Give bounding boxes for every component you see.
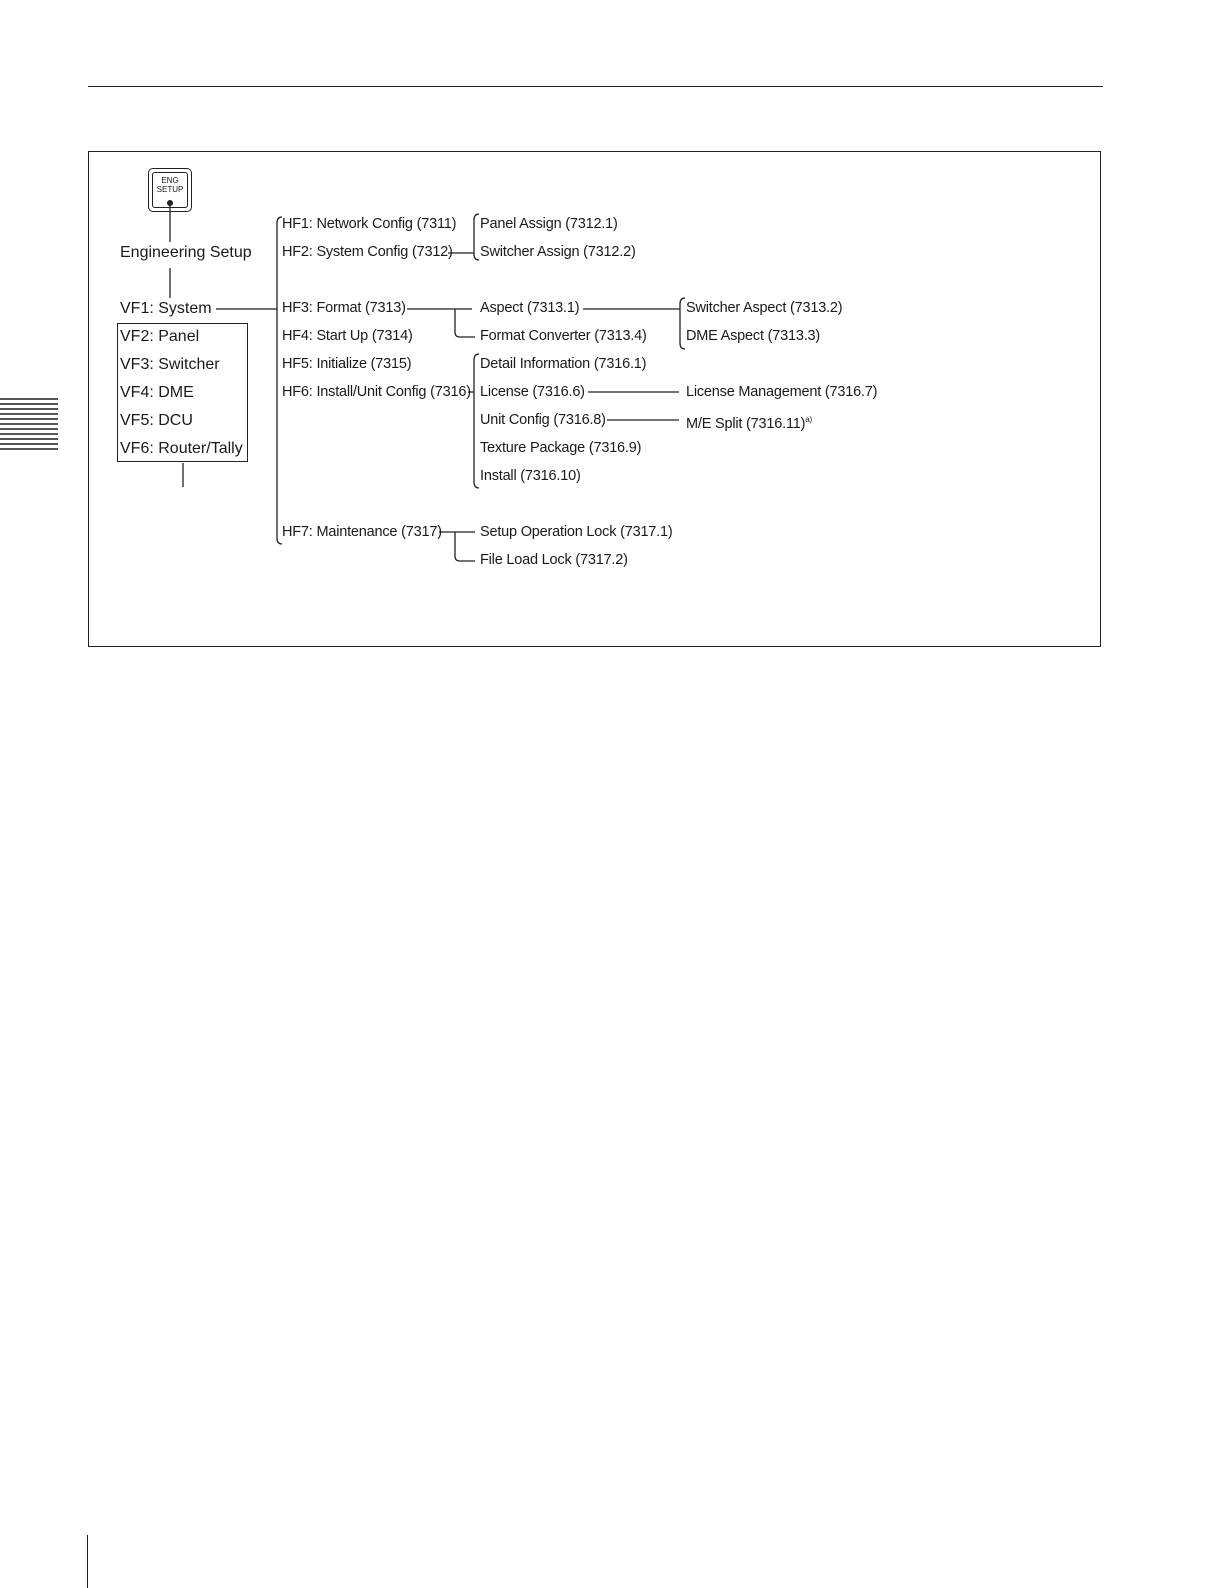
submenu-item: Aspect (7313.1): [480, 300, 580, 316]
vf-item: VF5: DCU: [120, 412, 193, 429]
hf-item: HF2: System Config (7312): [282, 244, 453, 260]
hf-item: HF3: Format (7313): [282, 300, 406, 316]
vf1-label: VF1: System: [120, 300, 212, 317]
key-line2: SETUP: [156, 185, 184, 194]
vf-item: VF3: Switcher: [120, 356, 220, 373]
vf-item: VF6: Router/Tally: [120, 440, 243, 457]
key-line1: ENG: [161, 176, 179, 185]
hf-item: HF1: Network Config (7311): [282, 216, 457, 232]
submenu-item: DME Aspect (7313.3): [686, 328, 821, 344]
footnote-mark: a): [805, 415, 812, 424]
root-label: Engineering Setup: [120, 244, 252, 261]
vf-item: VF2: Panel: [120, 328, 200, 345]
eng-setup-key-icon: [148, 168, 192, 212]
submenu-item: Install (7316.10): [480, 468, 581, 484]
submenu-item-me-split: M/E Split $(7316.11)^{a)}$: [686, 415, 812, 432]
submenu-item: License (7316.6): [480, 384, 585, 400]
hf-item: HF4: Start Up (7314): [282, 328, 413, 344]
hf-item: HF7: Maintenance (7317): [282, 524, 442, 540]
submenu-item: Switcher Aspect (7313.2): [686, 300, 843, 316]
submenu-item: Format Converter (7313.4): [480, 328, 647, 344]
vf-item: VF4: DME: [120, 384, 194, 401]
hf-item: HF6: Install/Unit Config (7316): [282, 384, 471, 400]
hf-item: HF5: Initialize (7315): [282, 356, 412, 372]
submenu-item: Panel Assign (7312.1): [480, 216, 618, 232]
submenu-item: Unit Config (7316.8): [480, 412, 606, 428]
submenu-item: Switcher Assign (7312.2): [480, 244, 636, 260]
submenu-item: Texture Package (7316.9): [480, 440, 642, 456]
submenu-item: File Load Lock (7317.2): [480, 552, 628, 568]
submenu-item: Setup Operation Lock (7317.1): [480, 524, 673, 540]
submenu-item: Detail Information (7316.1): [480, 356, 647, 372]
submenu-item: License Management (7316.7): [686, 384, 878, 400]
